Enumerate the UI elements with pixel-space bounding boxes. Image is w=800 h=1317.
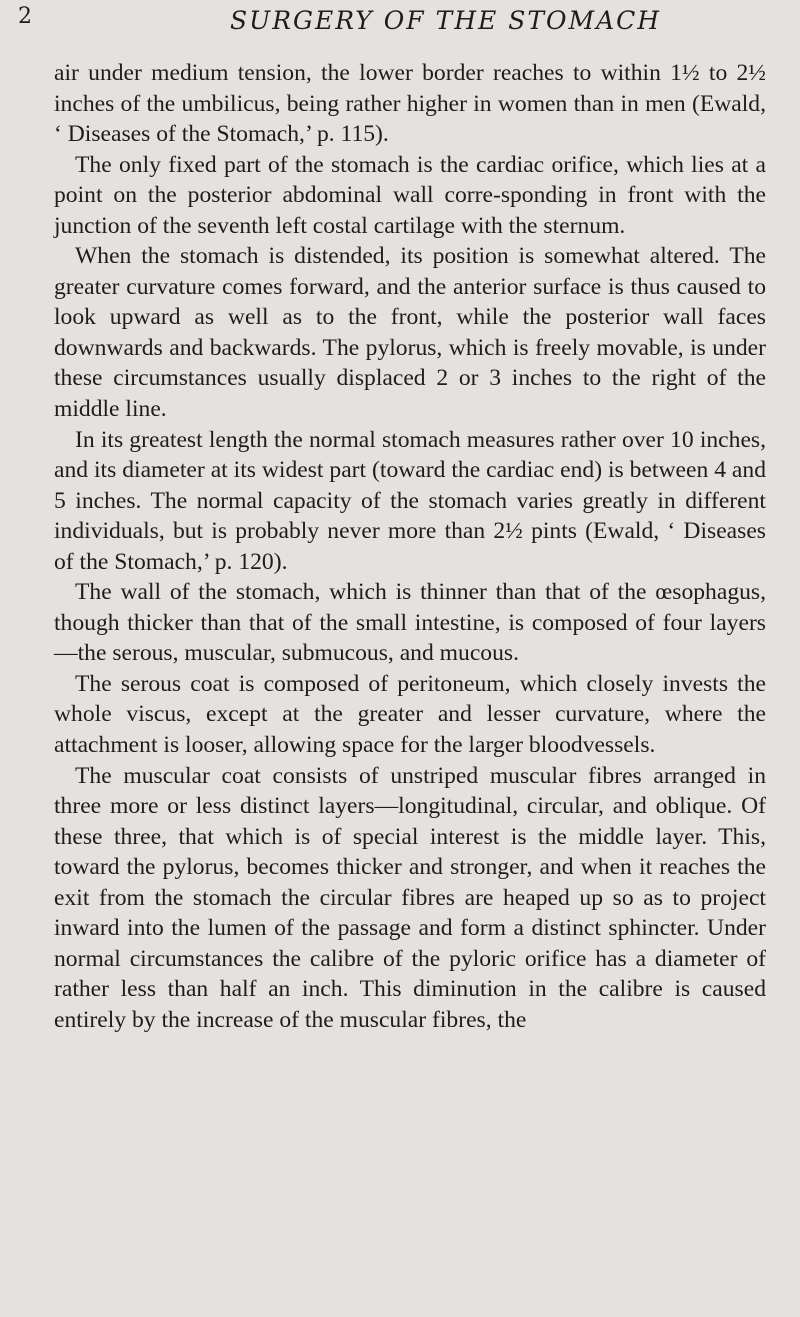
body-text	[54, 58, 766, 1036]
paragraph-fixed-part: The only fixed part of the stomach is the cardiac orifice, which lies at a point on the posterior abdominal wall corre-sponding in front with the junction of the seventh left costal cartilage with the sternum.	[54, 151, 766, 239]
paragraph-distended: When the stomach is distended, its position is somewhat altered. The greater curvature comes forward, and the anterior surface is thus caused to look upward as well as to the front, while the posterior wall faces downwards and backwards. The pylorus, which is freely movable, is under these circumstances usually displaced 2 or 3 inches to the right of the middle line.	[54, 243, 766, 423]
page-header	[0, 4, 800, 52]
running-head: SURGERY OF THE STOMACH	[230, 6, 662, 35]
paragraph-serous-coat: The serous coat is composed of peritoneum, which closely invests the whole viscus, except at the greater and lesser curvature, where the attachment is looser, allowing space for the larger bloodvessels.	[54, 670, 766, 759]
page-number: 2	[18, 4, 32, 29]
paragraph-wall-layers: The wall of the stomach, which is thinner than that of the œsophagus, though thicker than that of the small intestine, is composed of four layers—the serous, muscular, submucous, and mucous.	[54, 579, 766, 667]
paragraph-continued: air under medium tension, the lower border reaches to within 1½ to 2½ inches of the umbilicus, being rather higher in women than in men (Ewald, ‘ Diseases of the Stomach,’ p. 115).	[54, 60, 766, 148]
paragraph-muscular-coat: The muscular coat consists of unstriped muscular fibres arranged in three more or less distinct layers—longitudinal, circular, and oblique. Of these three, that which is of special interest is the middle layer. This, toward the pylorus, becomes thicker and stronger, and when it reaches the exit from the stomach the circular fibres are heaped up so as to project inward into the lumen of the passage and form a distinct sphincter. Under normal circumstances the calibre of the pyloric orifice has a diameter of rather less than half an inch. This diminution in the calibre is caused entirely by the increase of the muscular fibres, the	[54, 762, 766, 1033]
paragraph-dimensions: In its greatest length the normal stomach measures rather over 10 inches, and its diameter at its widest part (toward the cardiac end) is between 4 and 5 inches. The normal capacity of the stomach varies greatly in different individuals, but is probably never more than 2½ pints (Ewald, ‘ Diseases of the Stomach,’ p. 120).	[54, 426, 766, 575]
